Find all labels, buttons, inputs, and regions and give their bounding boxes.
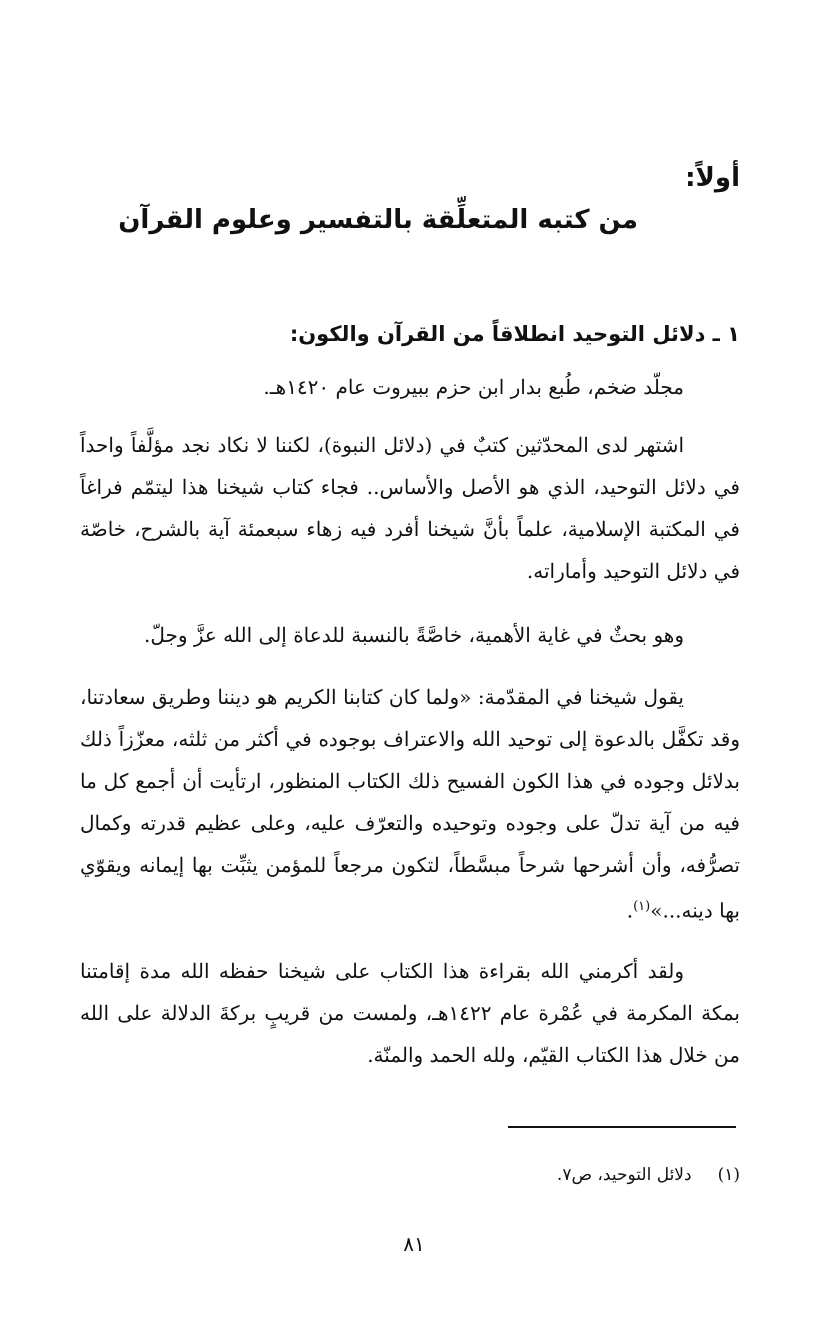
footnote-reference: (١) <box>633 899 651 914</box>
footnote-divider <box>508 1126 736 1128</box>
chapter-title: من كتبه المتعلِّقة بالتفسير وعلوم القرآن <box>118 205 638 235</box>
paragraph-quote <box>80 676 740 932</box>
footnote-text: دلائل التوحيد، ص٧. <box>556 1165 692 1185</box>
quote-text: يقول شيخنا في المقدّمة: «ولما كان كتابنا الكريم هو ديننا وطريق سعادتنا، وقد تكفَّل بالدعوة إلى توحيد الله والاعتراف بوجوده في أكثر من ثلثه، معزّزاً ذلك بدلائل وجوده في هذا الكون الفسيح ذلك الكتاب المنظور، ارتأيت أن أجمع كل ما فيه من آية تدلّ على وجوده وتوحيده والتعرّف عليه، وعلى عظيم قدرته وكمال تصرُّفه، وأن أشرحها شرحاً مبسَّطاً، لتكون مرجعاً للمؤمن يثبِّت بها إيمانه ويقوّي بها دينه...» <box>80 685 740 923</box>
paragraph-publication: مجلّد ضخم، طُبع بدار ابن حزم ببيروت عام ١٤٢٠هـ. <box>263 375 684 399</box>
footnote-number: (١) <box>717 1165 740 1185</box>
quote-end: . <box>626 898 634 923</box>
paragraph-reading: ولقد أكرمني الله بقراءة هذا الكتاب على شيخنا حفظه الله مدة إقامتنا بمكة المكرمة في عُمْرة عام ١٤٢٢هـ، ولمست من قريبٍ بركةَ الدلالة على الله من خلال هذا الكتاب القيّم، ولله الحمد والمنّة. <box>80 959 740 1067</box>
page-number: ٨١ <box>403 1232 425 1256</box>
subsection-title: ١ ـ دلائل التوحيد انطلاقاً من القرآن والكون: <box>289 322 740 346</box>
paragraph-importance: وهو بحثٌ في غاية الأهمية، خاصَّةً بالنسبة للدعاة إلى الله عزَّ وجلّ. <box>143 623 684 647</box>
section-label: أولاً: <box>685 163 740 193</box>
footnote <box>557 1160 740 1190</box>
paragraph-description: اشتهر لدى المحدّثين كتبٌ في (دلائل النبوة)، لكننا لا نكاد نجد مؤلَّفاً واحداً في دلائل التوحيد، الذي هو الأصل والأساس.. فجاء كتاب شيخنا هذا ليتمّم فراغاً في المكتبة الإسلامية، علماً بأنَّ شيخنا أفرد فيه زهاء سبعمئة آية بالشرح، خاصّة في دلائل التوحيد وأماراته. <box>80 433 740 583</box>
